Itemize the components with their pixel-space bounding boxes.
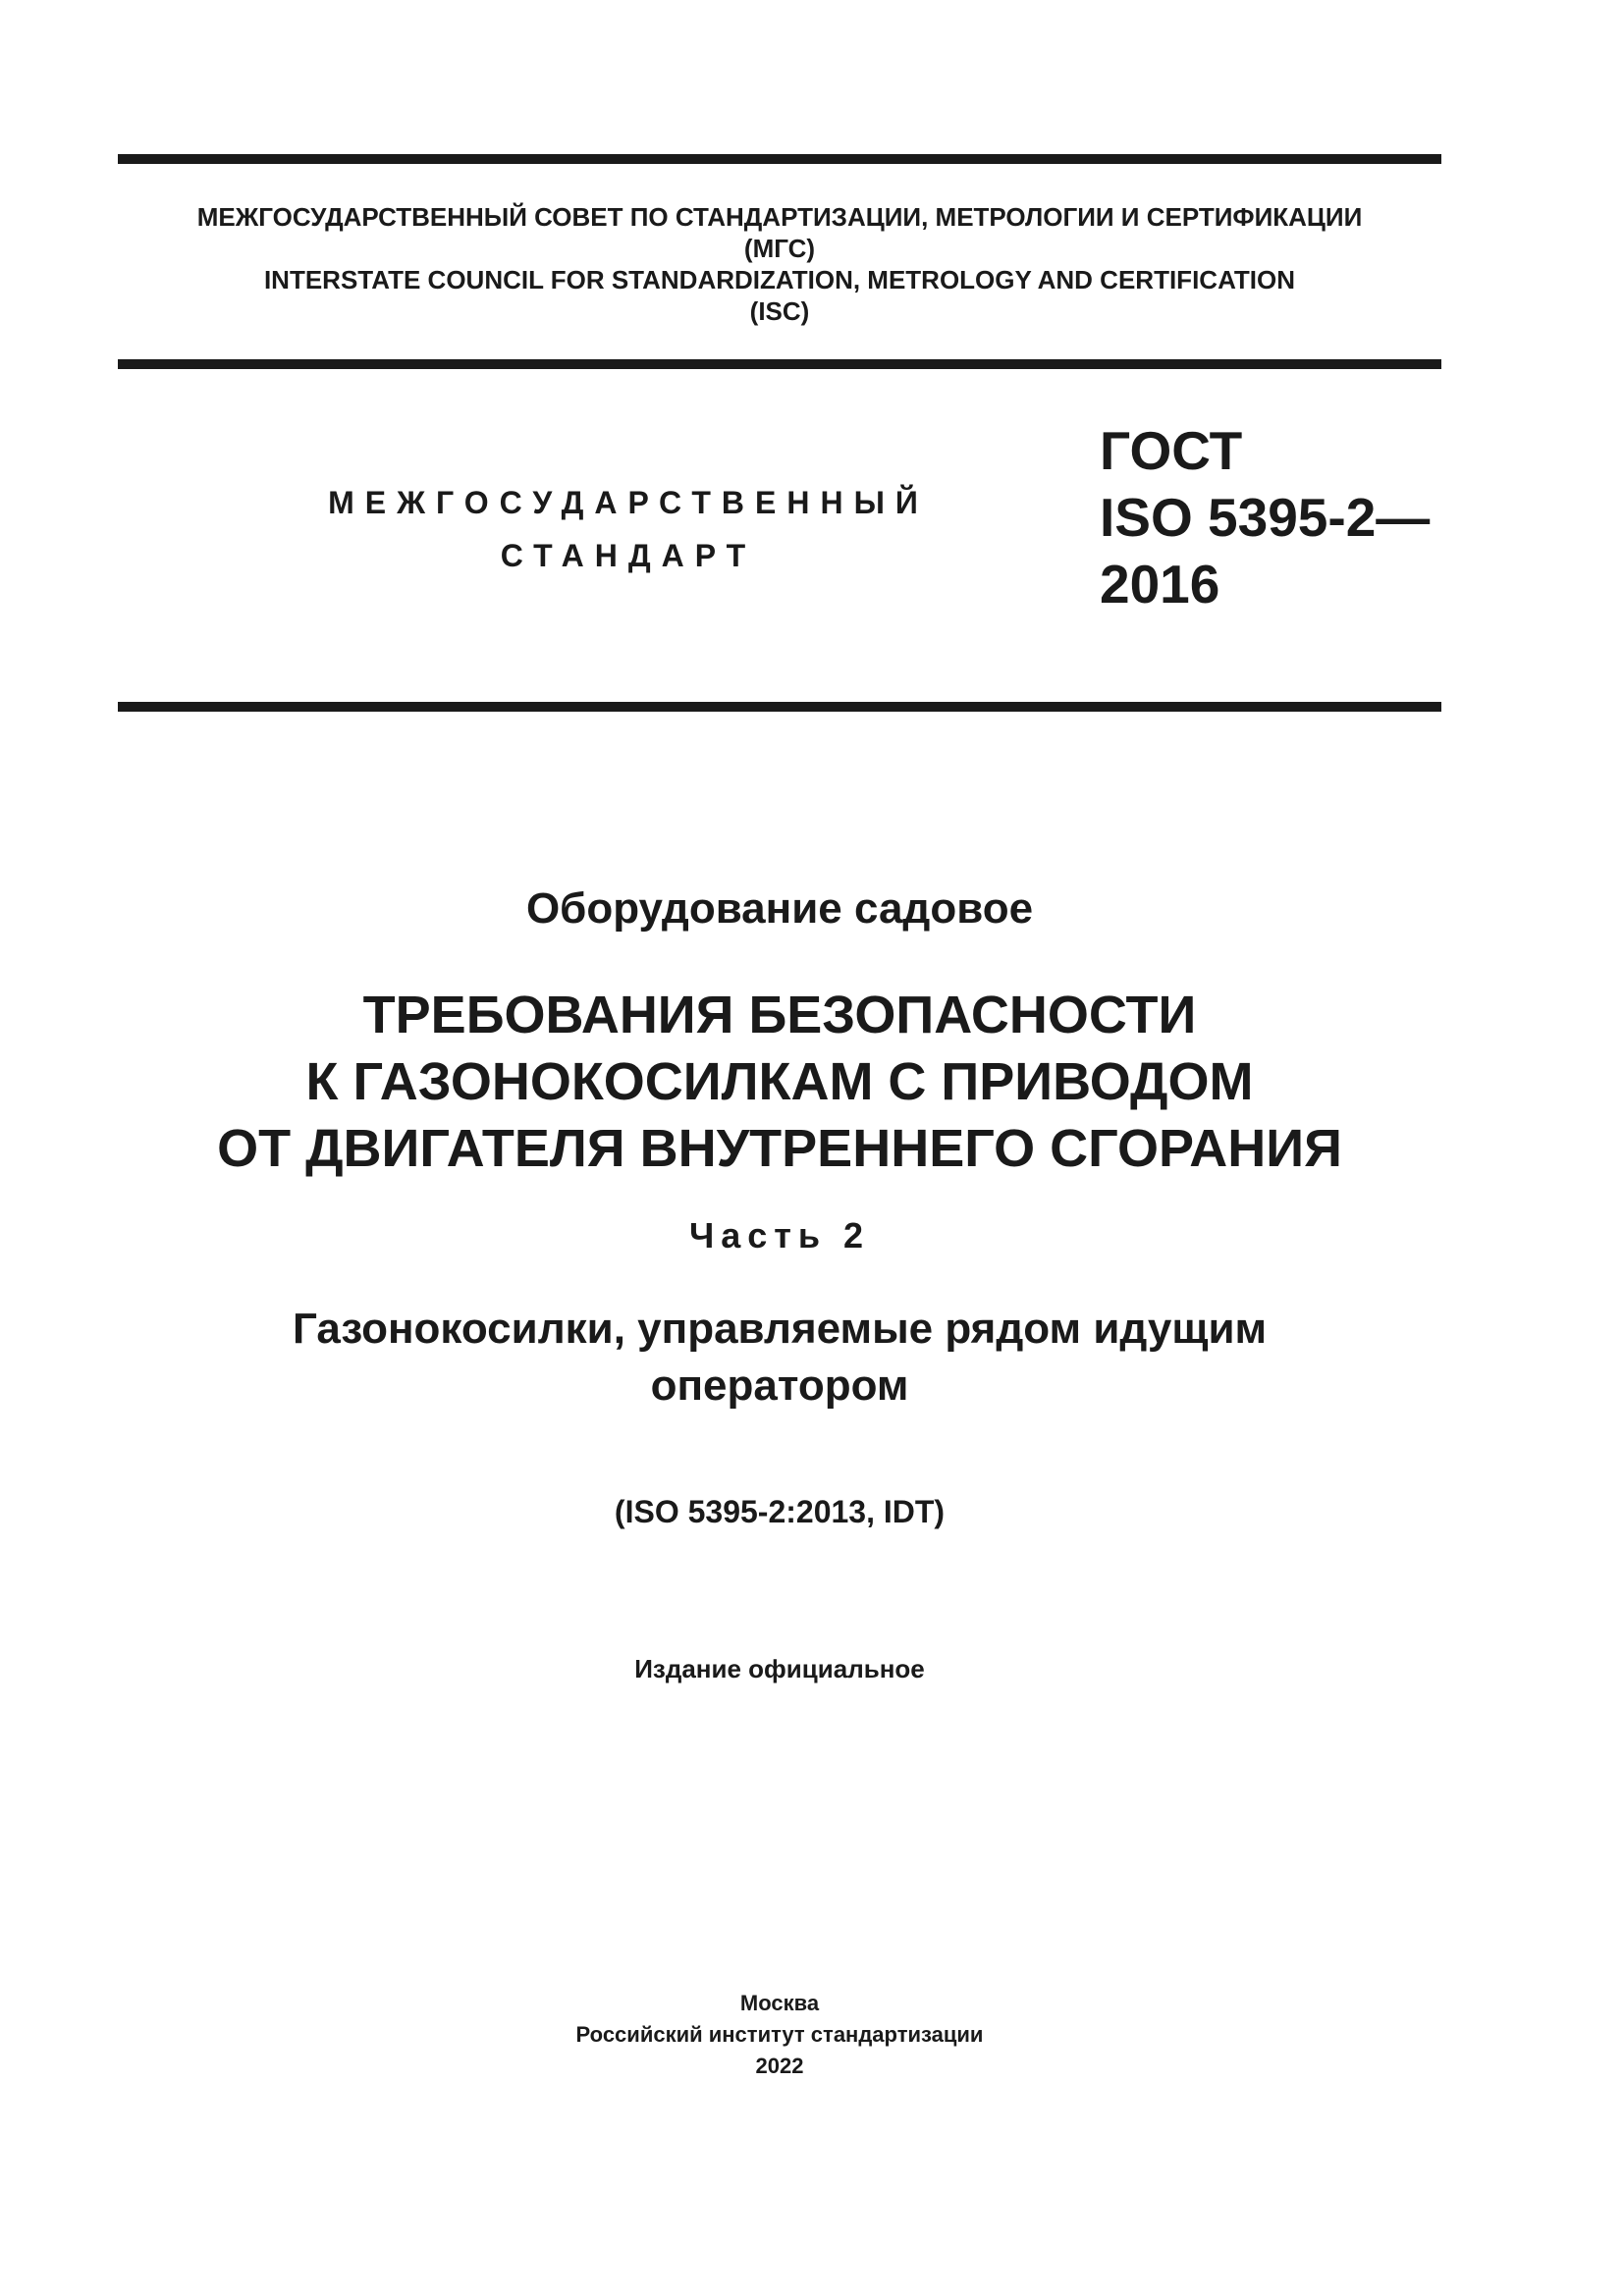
part-title xyxy=(118,1301,1441,1415)
document-title xyxy=(118,982,1441,1182)
top-rule xyxy=(118,154,1441,164)
part-label: Часть 2 xyxy=(688,1215,871,1255)
council-name-ru: МЕЖГОСУДАРСТВЕННЫЙ СОВЕТ ПО СТАНДАРТИЗАЦИИ, МЕТРОЛОГИИ И СЕРТИФИКАЦИИ xyxy=(196,202,1363,232)
edition-label: Издание официальное xyxy=(634,1654,925,1683)
part-title-line2: оператором xyxy=(650,1362,909,1410)
title-line3: ОТ ДВИГАТЕЛЯ ВНУТРЕННЕГО СГОРАНИЯ xyxy=(217,1119,1342,1178)
iso-reference: (ISO 5395-2:2013, IDT) xyxy=(614,1494,946,1529)
standard-designation xyxy=(1100,417,1430,617)
publisher-year: 2022 xyxy=(755,2054,804,2078)
council-name-en: INTERSTATE COUNCIL FOR STANDARDIZATION, METROLOGY AND CERTIFICATION xyxy=(263,265,1296,294)
council-header xyxy=(118,201,1441,327)
header-divider xyxy=(118,359,1441,369)
standard-kind xyxy=(285,476,972,582)
title-line1: ТРЕБОВАНИЯ БЕЗОПАСНОСТИ xyxy=(362,986,1197,1044)
gost-line1: ГОСТ xyxy=(1100,420,1243,481)
publisher-block xyxy=(118,1988,1441,2082)
gost-line3: 2016 xyxy=(1100,554,1220,614)
gost-line2: ISO 5395-2— xyxy=(1100,487,1431,548)
publisher-name: Российский институт стандартизации xyxy=(575,2022,984,2047)
title-line2: К ГАЗОНОКОСИЛКАМ С ПРИВОДОМ xyxy=(305,1052,1254,1111)
part-title-line1: Газонокосилки, управляемые рядом идущим xyxy=(292,1305,1268,1353)
standard-kind-line2: СТАНДАРТ xyxy=(500,538,757,573)
designation-divider xyxy=(118,702,1441,712)
document-subject: Оборудование садовое xyxy=(525,884,1034,933)
council-abbr-en: (ISC) xyxy=(749,296,810,326)
standard-kind-line1: МЕЖГОСУДАРСТВЕННЫЙ xyxy=(328,485,929,520)
council-abbr-ru: (МГС) xyxy=(743,234,816,263)
publisher-city: Москва xyxy=(739,1991,820,2015)
